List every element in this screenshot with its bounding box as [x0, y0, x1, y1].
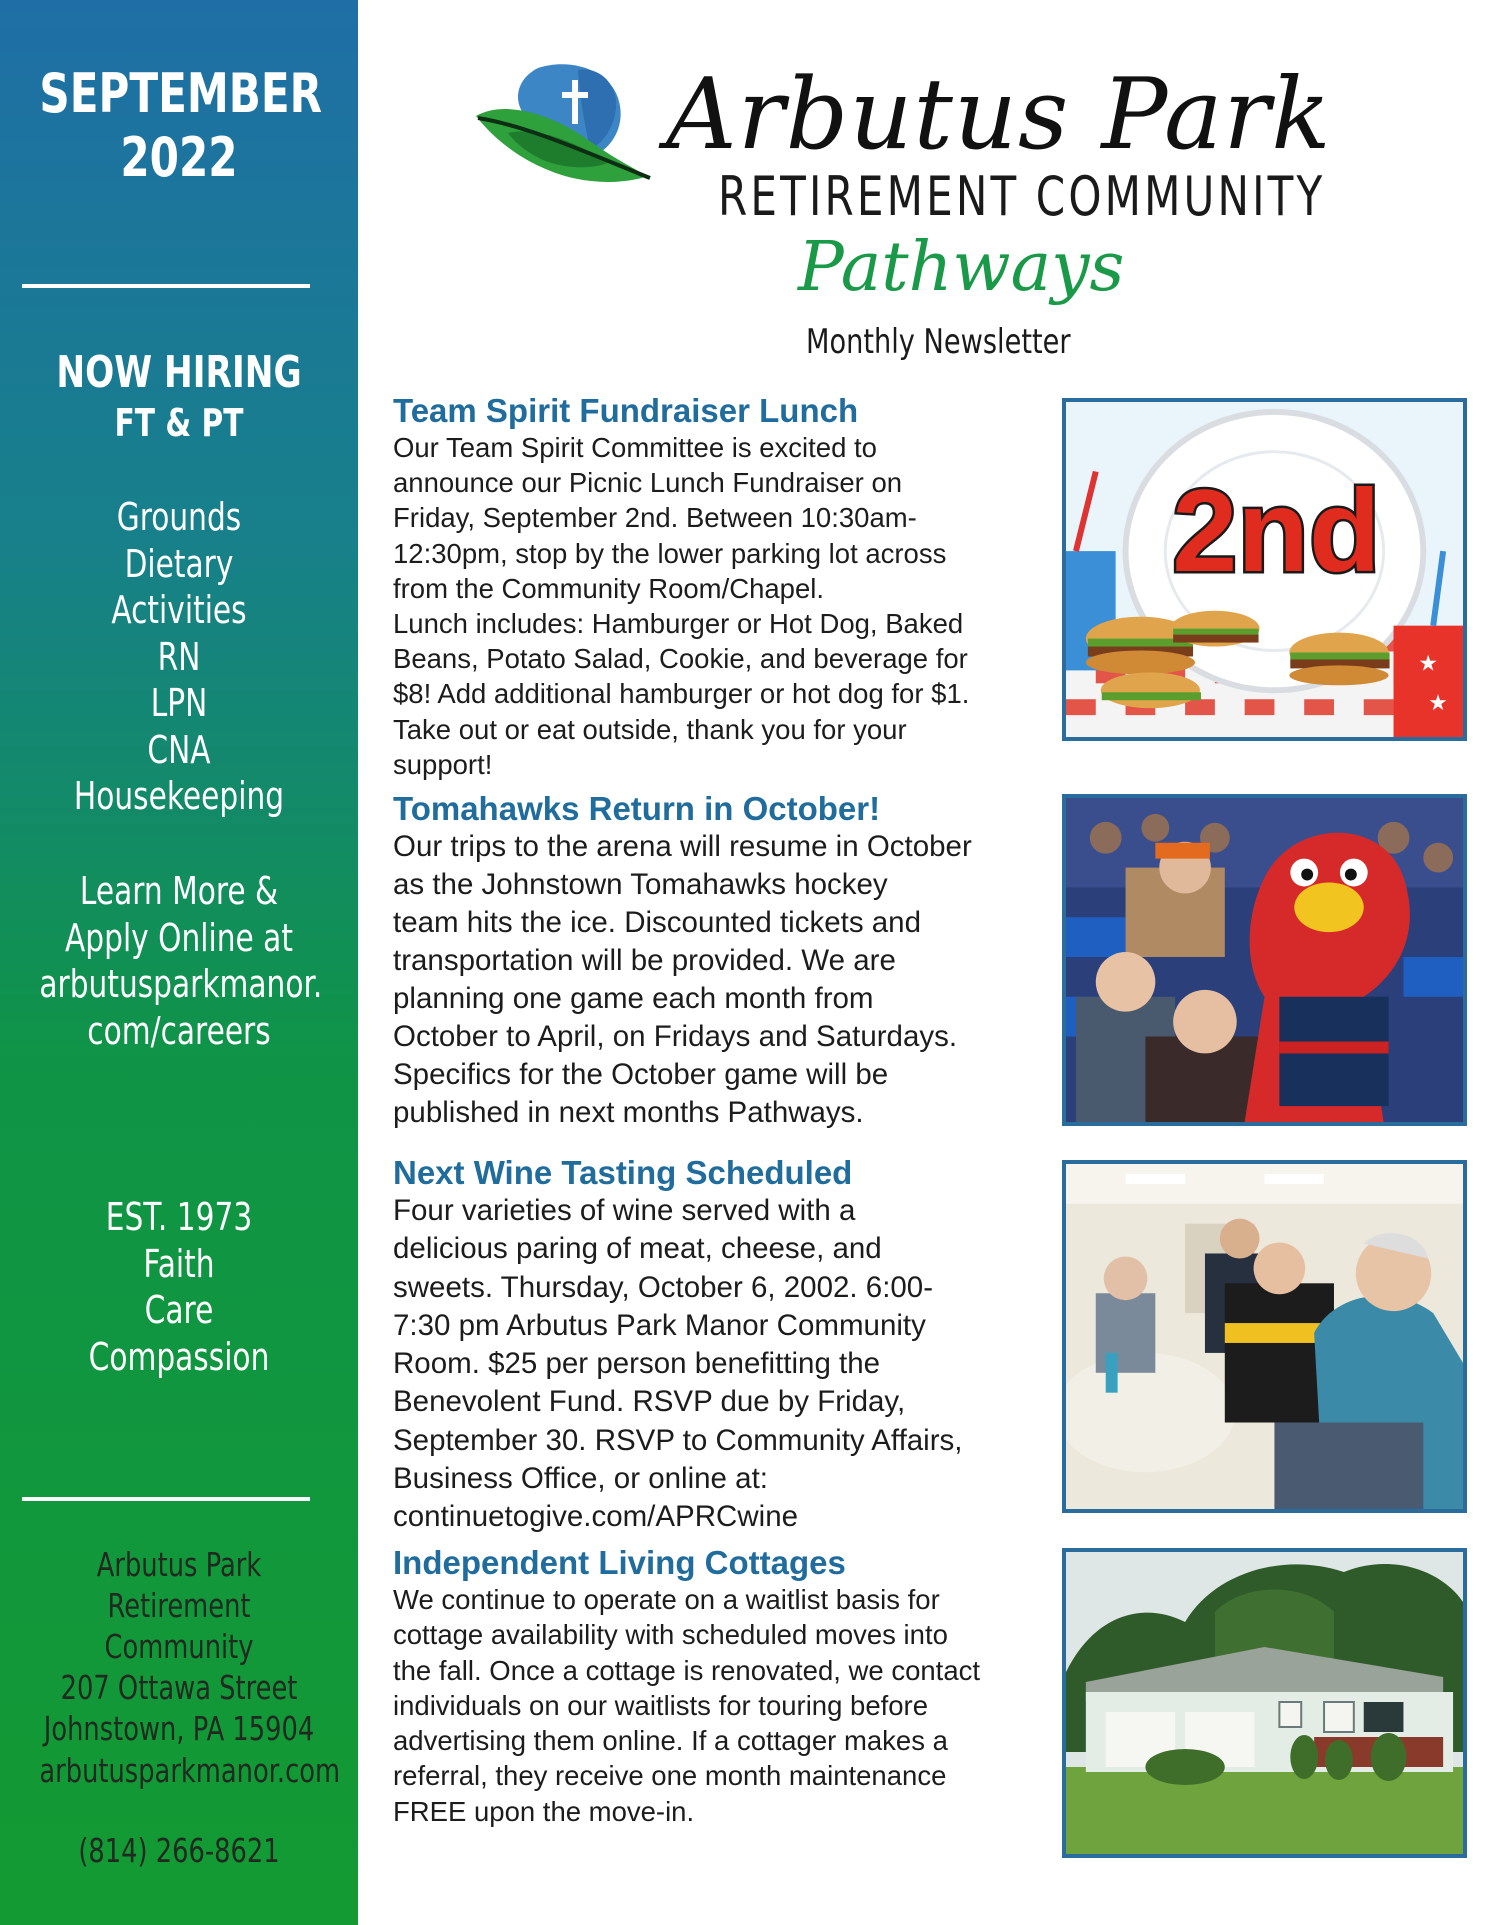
- issue-month: SEPTEMBER: [39, 62, 323, 125]
- community-name: Arbutus Park: [666, 58, 1332, 172]
- issue-year: 2022: [120, 126, 238, 189]
- article-line: October to April, on Fridays and Saturdays.: [393, 1020, 958, 1053]
- article-line: announce our Picnic Lunch Fundraiser on: [393, 467, 903, 499]
- article-line: from the Community Room/Chapel.: [393, 572, 824, 604]
- newsletter-type: Monthly Newsletter: [806, 322, 1071, 362]
- picnic-illustration: [1062, 398, 1467, 741]
- article-line: We continue to operate on a waitlist basis for: [393, 1584, 940, 1615]
- job-item: Grounds: [116, 495, 242, 539]
- job-item: CNA: [147, 727, 211, 772]
- article-line: Beans, Potato Salad, Cookie, and beverage for: [393, 643, 968, 675]
- job-item: Housekeeping: [73, 774, 285, 818]
- masthead: [358, 0, 1488, 390]
- article-fundraiser-lunch: [393, 392, 1043, 782]
- article-line: individuals on our waitlists for touring before: [393, 1689, 929, 1721]
- established-values: EST. 1973 Faith Care Compassion: [88, 1195, 270, 1379]
- article-line: Specifics for the October game will be: [393, 1058, 889, 1091]
- article-line: FREE upon the move-in.: [393, 1795, 695, 1827]
- svg-text:★: ★: [1418, 651, 1438, 677]
- article-line: support!: [393, 748, 493, 780]
- article-line: cottage availability with scheduled moves into: [393, 1619, 948, 1651]
- careers-link[interactable]: Learn More & Apply Online at arbutusparkmanor. com/careers: [39, 869, 323, 1053]
- article-line: advertising them online. If a cottager makes a: [393, 1725, 948, 1757]
- article-line: Friday, September 2nd. Between 10:30am-: [393, 502, 917, 534]
- article-line: Four varieties of wine served with a: [393, 1194, 856, 1227]
- job-item: LPN: [150, 681, 208, 725]
- mailing-address: Arbutus Park Retirement Community 207 Ottawa Street Johnstown, PA 15904: [43, 1545, 315, 1748]
- job-item: Activities: [111, 588, 247, 632]
- article-line: Our trips to the arena will resume in October: [393, 830, 972, 863]
- article-cottages: [393, 1544, 1043, 1829]
- job-item: RN: [157, 634, 201, 679]
- article-wine-tasting: [393, 1154, 1043, 1537]
- svg-text:★: ★: [1428, 691, 1448, 717]
- article-title: Tomahawks Return in October!: [393, 790, 881, 827]
- article-line: published in next months Pathways.: [393, 1096, 864, 1129]
- article-line: the fall. Once a cottage is renovated, we contact: [393, 1654, 981, 1686]
- picnic-badge-text: 2nd: [1172, 464, 1381, 597]
- sidebar-divider: [22, 284, 310, 288]
- article-line: 12:30pm, stop by the lower parking lot across: [393, 537, 947, 569]
- article-line: Lunch includes: Hamburger or Hot Dog, Baked: [393, 608, 964, 640]
- phone-number[interactable]: (814) 266-8621: [78, 1831, 280, 1870]
- hiring-subtitle: FT & PT: [114, 401, 244, 445]
- article-line: Take out or eat outside, thank you for your: [393, 713, 907, 745]
- article-title: Independent Living Cottages: [393, 1544, 846, 1581]
- hiring-title: NOW HIRING: [56, 347, 302, 398]
- article-line: as the Johnstown Tomahawks hockey: [393, 868, 888, 901]
- website-link[interactable]: arbutusparkmanor.com: [39, 1751, 341, 1790]
- newsletter-name: Pathways: [798, 228, 1125, 307]
- article-line: sweets. Thursday, October 6, 2002. 6:00-: [393, 1270, 934, 1304]
- article-tomahawks: [393, 790, 1043, 1132]
- sidebar: [0, 0, 358, 1925]
- job-item: Dietary: [124, 541, 234, 586]
- community-subtitle: RETIREMENT COMMUNITY: [718, 165, 1326, 228]
- rsvp-link[interactable]: continuetogive.com/APRCwine: [393, 1500, 799, 1534]
- leaf-cross-logo-icon: [468, 58, 658, 198]
- article-line: delicious paring of meat, cheese, and: [393, 1232, 882, 1266]
- article-line: Business Office, or online at:: [393, 1462, 768, 1496]
- article-title: Team Spirit Fundraiser Lunch: [393, 392, 859, 429]
- cottage-photo: [1062, 1548, 1467, 1858]
- hockey-mascot-photo: [1062, 794, 1467, 1126]
- article-line: referral, they receive one month maintenance: [393, 1760, 947, 1792]
- article-line: $8! Add additional hamburger or hot dog for $1.: [393, 678, 970, 710]
- article-line: team hits the ice. Discounted tickets and: [393, 906, 921, 939]
- article-line: Our Team Spirit Committee is excited to: [393, 432, 877, 463]
- issue-date: [0, 62, 358, 190]
- article-line: 7:30 pm Arbutus Park Manor Community: [393, 1308, 926, 1342]
- article-title: Next Wine Tasting Scheduled: [393, 1154, 853, 1191]
- article-line: Room. $25 per person benefitting the: [393, 1347, 881, 1381]
- wine-tasting-photo: [1062, 1160, 1467, 1513]
- article-line: September 30. RSVP to Community Affairs,: [393, 1423, 963, 1457]
- job-list: [0, 494, 358, 820]
- article-line: planning one game each month from: [393, 982, 874, 1015]
- article-line: Benevolent Fund. RSVP due by Friday,: [393, 1385, 906, 1419]
- sidebar-divider: [22, 1497, 310, 1501]
- article-line: transportation will be provided. We are: [393, 944, 896, 977]
